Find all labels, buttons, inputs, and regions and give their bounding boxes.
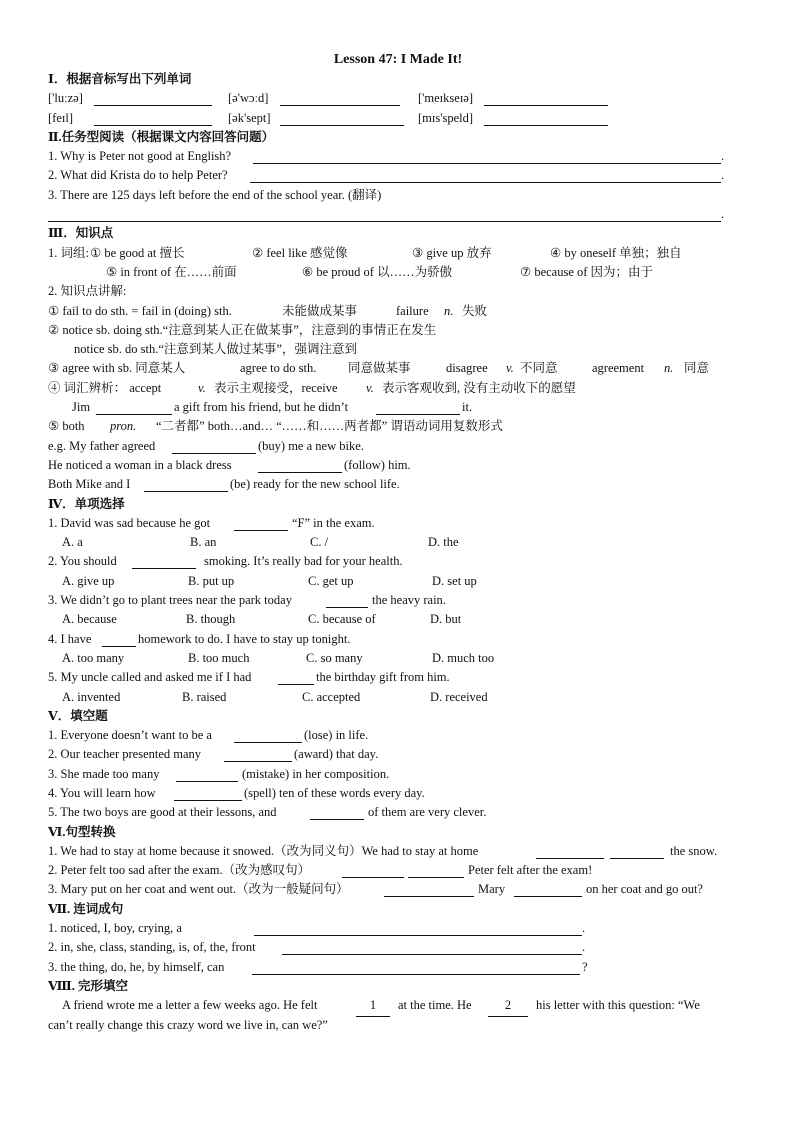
answer-blank[interactable] (253, 150, 721, 164)
answer-blank[interactable] (384, 883, 474, 897)
mc-question-2: 2. You should smoking. It’s really bad for your health. (48, 554, 403, 569)
fill-item-4: 4. You will learn how (spell) ten of these words every day. (48, 785, 425, 800)
example-3: Both Mike and I (be) ready for the new school life. (48, 477, 400, 492)
answer-blank[interactable] (278, 671, 314, 685)
transform-2: 2. Peter felt too sad after the exam.（改为感叹句） Peter felt after the exam! (48, 863, 593, 878)
option-a[interactable]: A. give up (62, 573, 115, 588)
answer-blank[interactable] (484, 92, 608, 106)
word-order-3: 3. the thing, do, he, by himself, can ? (48, 959, 588, 974)
answer-blank[interactable] (94, 92, 212, 106)
answer-blank[interactable] (310, 806, 364, 820)
option-a[interactable]: A. because (62, 612, 117, 627)
reading-question-2: 2. What did Krista do to help Peter? . (48, 168, 725, 183)
answer-blank[interactable] (252, 961, 580, 975)
point-5: ⑤ both pron. “二者都” both…and… “……和……两者都” 谓语动词用复数形式 (48, 419, 503, 434)
phonetic-1: ['luːzə] (48, 91, 83, 106)
phonetic-3: ['meɪkseɪə] (418, 91, 474, 106)
point-4: ④ 词汇辨析： accept v. 表示主观接受，receive v. 表示客观收到, 没有主动收下的愿望 (48, 380, 576, 395)
answer-blank[interactable] (610, 845, 664, 859)
answer-blank[interactable] (280, 112, 404, 126)
section-6-heading: Ⅵ.句型转换 (48, 824, 116, 839)
option-a[interactable]: A. a (62, 535, 83, 550)
cloze-line-2: can’t really change this crazy word we live in, can we?” (48, 1017, 328, 1032)
answer-blank[interactable] (254, 922, 582, 936)
transform-1: 1. We had to stay at home because it snowed.（改为同义句）We had to stay at home the snow. (48, 843, 718, 858)
mc-question-1: 1. David was sad because he got “F” in the exam. (48, 515, 375, 530)
option-d[interactable]: D. received (430, 689, 488, 704)
answer-blank[interactable] (342, 864, 404, 878)
option-c[interactable]: C. get up (308, 573, 354, 588)
worksheet (48, 50, 728, 1035)
points-intro: 2. 知识点讲解: (48, 284, 127, 299)
answer-blank[interactable] (376, 401, 460, 415)
option-b[interactable]: B. put up (188, 573, 235, 588)
section-3-heading: Ⅲ．知识点 (48, 226, 114, 241)
answer-blank[interactable] (282, 941, 582, 955)
option-c[interactable]: C. so many (306, 650, 363, 665)
phonetic-6: [mɪs'speld] (418, 110, 474, 125)
translation-line: . (48, 205, 728, 224)
answer-blank[interactable] (172, 440, 256, 454)
answer-blank[interactable] (234, 729, 302, 743)
answer-blank[interactable] (408, 864, 464, 878)
option-d[interactable]: D. but (430, 612, 462, 627)
answer-blank[interactable] (144, 478, 228, 492)
option-c[interactable]: C. / (310, 535, 329, 550)
phrase-item: ⑤ in front of 在……前面 (106, 264, 237, 279)
mc-options-3 (48, 610, 728, 629)
option-b[interactable]: B. an (190, 535, 217, 550)
answer-blank[interactable] (174, 787, 242, 801)
word-order-1: 1. noticed, I, boy, crying, a . (48, 921, 586, 936)
option-c[interactable]: C. accepted (302, 689, 361, 704)
point-2a: ② notice sb. doing sth.“注意到某人正在做某事”，注意到的事情正在发生 (48, 322, 437, 337)
option-c[interactable]: C. because of (308, 612, 376, 627)
section-1-heading: Ⅰ．根据音标写出下列单词 (48, 72, 192, 86)
mc-options-1 (48, 533, 728, 552)
cloze-line-1: A friend wrote me a letter a few weeks ago. He felt 1 at the time. He 2 his letter with this question: “We (48, 996, 728, 1015)
point-3: ③ agree with sb. 同意某人 agree to do sth. 同意做某事 disagree v. 不同意 agreement n. 同意 (48, 361, 710, 376)
phrase-item: ⑦ because of 因为；由于 (520, 264, 654, 279)
option-d[interactable]: D. the (428, 535, 459, 550)
answer-blank[interactable] (48, 208, 721, 222)
option-d[interactable]: D. much too (432, 650, 495, 665)
fill-item-1: 1. Everyone doesn’t want to be a (lose) in life. (48, 728, 369, 743)
answer-blank[interactable] (280, 92, 400, 106)
mc-question-5: 5. My uncle called and asked me if I had the birthday gift from him. (48, 670, 450, 685)
transform-3: 3. Mary put on her coat and went out.（改为一般疑问句） Mary on her coat and go out? (48, 882, 703, 897)
fill-item-2: 2. Our teacher presented many (award) that day. (48, 747, 379, 762)
answer-blank[interactable] (514, 883, 582, 897)
phonetic-row-2 (48, 109, 728, 128)
option-b[interactable]: B. raised (182, 689, 227, 704)
point-2b: notice sb. do sth.“注意到某人做过某事”，强调注意到 (74, 342, 357, 357)
answer-blank[interactable] (102, 633, 136, 647)
mc-options-5 (48, 688, 728, 707)
answer-blank[interactable] (224, 748, 292, 762)
answer-blank[interactable] (250, 169, 721, 183)
fill-item-5: 5. The two boys are good at their lessons, and of them are very clever. (48, 805, 487, 820)
phonetic-5: [ək'sept] (228, 110, 271, 125)
mc-question-4: 4. I have homework to do. I have to stay up tonight. (48, 631, 351, 646)
option-a[interactable]: A. too many (62, 650, 125, 665)
section-8-heading: Ⅷ. 完形填空 (48, 978, 128, 993)
phrase-item: ④ by oneself 单独；独自 (550, 245, 682, 260)
section-2-heading: Ⅱ.任务型阅读（根据课文内容回答问题） (48, 129, 275, 144)
answer-blank[interactable] (258, 459, 342, 473)
section-5-heading: Ⅴ．填空题 (48, 708, 108, 723)
phrase-item: ③ give up 放弃 (412, 245, 492, 260)
phonetic-4: [feɪl] (48, 110, 73, 125)
fill-item-3: 3. She made too many (mistake) in her composition. (48, 766, 390, 781)
example-1: e.g. My father agreed (buy) me a new bike. (48, 438, 364, 453)
phonetic-row-1 (48, 89, 728, 108)
mc-options-4 (48, 649, 728, 668)
word-order-2: 2. in, she, class, standing, is, of, the, front . (48, 940, 586, 955)
phrase-row-1: 1. 词组: ① be good at 擅长 ② feel like 感觉像 ③ give up 放弃 ④ by oneself 单独；独自 (48, 244, 728, 263)
reading-question-1: 1. Why is Peter not good at English? . (48, 149, 725, 164)
phrase-item: ⑥ be proud of 以……为骄傲 (302, 264, 453, 279)
answer-blank[interactable] (234, 517, 288, 531)
cloze-blank-2[interactable]: 2 (488, 996, 528, 1016)
reading-question-3: 3. There are 125 days left before the end of the school year. (翻译) (48, 187, 382, 202)
answer-blank[interactable] (484, 112, 608, 126)
option-d[interactable]: D. set up (432, 573, 477, 588)
answer-blank[interactable] (94, 112, 212, 126)
section-4-heading: Ⅳ．单项选择 (48, 496, 125, 511)
option-b[interactable]: B. though (186, 612, 236, 627)
option-b[interactable]: B. too much (188, 650, 250, 665)
answer-blank[interactable] (96, 401, 172, 415)
answer-blank[interactable] (326, 594, 368, 608)
phrase-item: ② feel like 感觉像 (252, 245, 348, 260)
answer-blank[interactable] (176, 768, 238, 782)
section-7-heading: Ⅶ. 连词成句 (48, 901, 124, 916)
phonetic-2: [ə'wɔːd] (228, 91, 269, 106)
answer-blank[interactable] (536, 845, 604, 859)
example-2: He noticed a woman in a black dress (follow) him. (48, 457, 411, 472)
option-a[interactable]: A. invented (62, 689, 121, 704)
page-title: Lesson 47: I Made It! (333, 52, 463, 67)
phrase-item: ① be good at 擅长 (90, 245, 185, 260)
point-4-example: Jim a gift from his friend, but he didn’t it. (72, 400, 473, 415)
point-1: ① fail to do sth. = fail in (doing) sth. 未能做成某事 failure n. 失败 (48, 303, 488, 318)
answer-blank[interactable] (132, 555, 196, 569)
phrase-row-2 (48, 263, 728, 282)
mc-options-2 (48, 572, 728, 591)
mc-question-3: 3. We didn’t go to plant trees near the park today the heavy rain. (48, 593, 446, 608)
cloze-blank-1[interactable]: 1 (356, 996, 390, 1016)
